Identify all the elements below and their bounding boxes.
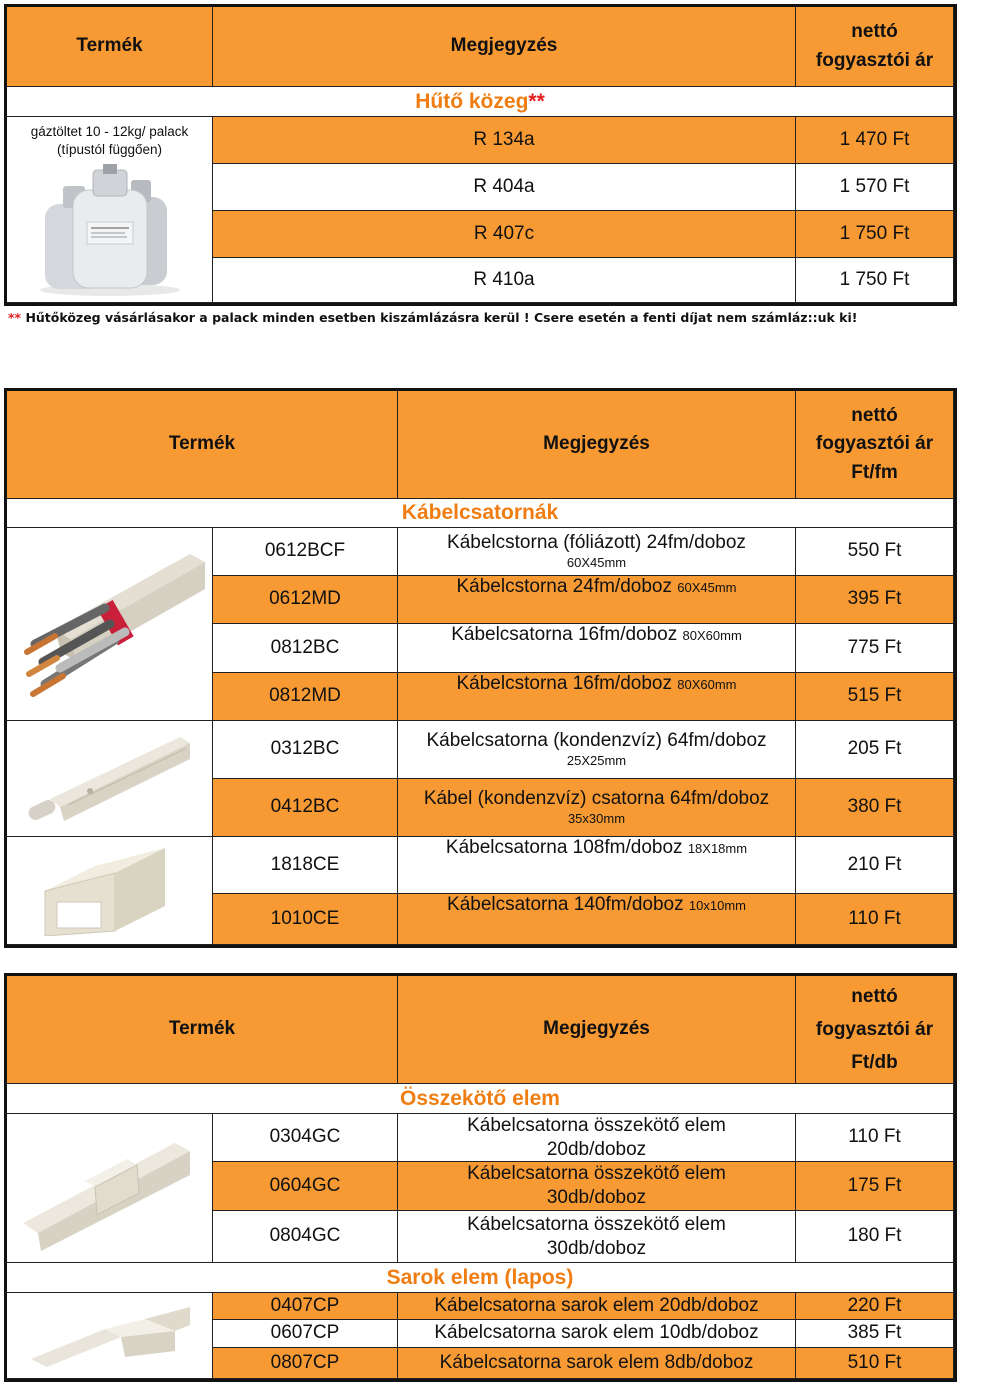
table-row-code: 0804GC — [213, 1211, 398, 1263]
header-price: nettó fogyasztói ár Ft/fm — [796, 391, 954, 499]
table-row-desc: Kábelcsatorna 16fm/doboz 80X60mm — [398, 624, 796, 673]
table-row-code: 0607CP — [213, 1320, 398, 1348]
table-row-price: 515 Ft — [796, 673, 954, 721]
table-row-price: 510 Ft — [796, 1348, 954, 1379]
table-row-code: 0412BC — [213, 779, 398, 837]
header-product: Termék — [7, 7, 213, 87]
table-row-code: 1010CE — [213, 894, 398, 945]
corner-element-image — [25, 1301, 195, 1371]
header-price: nettó fogyasztói ár Ft/db — [796, 976, 954, 1084]
footnote: ** Hűtőközeg vásárlásakor a palack minden esetben kiszámlázásra kerül ! Csere esetén a fenti díjat nem számláz::uk ki! — [8, 310, 858, 325]
table-row-code: 0812MD — [213, 673, 398, 721]
table-row-desc: Kábel (kondenzvíz) csatorna 64fm/doboz 35x30mm — [398, 779, 796, 837]
image-cell-corner — [7, 1293, 213, 1379]
table-row-name: R 404a — [213, 164, 796, 211]
table-row-price: 550 Ft — [796, 528, 954, 576]
section-refrigerant: Hűtő közeg ** — [7, 87, 954, 117]
table-row-price: 1 750 Ft — [796, 258, 954, 303]
table-row-desc: Kábelcsatorna összekötő elem 30db/doboz — [398, 1162, 796, 1211]
table-row-code: 0812BC — [213, 624, 398, 673]
table-row-price: 775 Ft — [796, 624, 954, 673]
table-row-name: R 407c — [213, 211, 796, 258]
table-row-name: R 410a — [213, 258, 796, 303]
table-row-desc: Kábelcsatorna 140fm/doboz 10x10mm — [398, 894, 796, 945]
header-note: Megjegyzés — [398, 391, 796, 499]
table-row-desc: Kábelcsatorna sarok elem 20db/doboz — [398, 1293, 796, 1320]
table-row-price: 220 Ft — [796, 1293, 954, 1320]
condensate-duct-image — [20, 729, 200, 829]
mini-duct-image — [35, 846, 185, 936]
table-row-desc: Kábelcsatorna (kondenzvíz) 64fm/doboz 25X25mm — [398, 721, 796, 779]
table-row-price: 110 Ft — [796, 894, 954, 945]
header-note: Megjegyzés — [398, 976, 796, 1084]
image-cell-duct-wide — [7, 528, 213, 721]
cable-duct-with-pipes-image — [15, 544, 205, 704]
table-row-code: 0312BC — [213, 721, 398, 779]
header-product: Termék — [7, 391, 398, 499]
table-row-desc: Kábelcsatorna összekötő elem 20db/doboz — [398, 1114, 796, 1162]
section-corner: Sarok elem (lapos) — [7, 1263, 954, 1293]
table-row-price: 385 Ft — [796, 1320, 954, 1348]
header-price: nettó fogyasztói ár — [796, 7, 954, 87]
table-row-code: 0407CP — [213, 1293, 398, 1320]
table-row-desc: Kábelcsatorna összekötő elem 30db/doboz — [398, 1211, 796, 1263]
section-connector: Összekötő elem — [7, 1084, 954, 1114]
table-row-price: 1 570 Ft — [796, 164, 954, 211]
table-row-desc: Kábelcstorna (fóliázott) 24fm/doboz 60X45mm — [398, 528, 796, 576]
table-row-desc: Kábelcsatorna 108fm/doboz 18X18mm — [398, 837, 796, 894]
table-row-code: 0304GC — [213, 1114, 398, 1162]
table-row-price: 1 750 Ft — [796, 211, 954, 258]
table-row-price: 1 470 Ft — [796, 117, 954, 164]
table-row-code: 1818CE — [213, 837, 398, 894]
table-row-desc: Kábelcstorna 24fm/doboz 60X45mm — [398, 576, 796, 624]
table-row-desc: Kábelcsatorna sarok elem 10db/doboz — [398, 1320, 796, 1348]
table-row-price: 380 Ft — [796, 779, 954, 837]
section-cable-ducts: Kábelcsatornák — [7, 499, 954, 528]
table-row-price: 175 Ft — [796, 1162, 954, 1211]
table-row-price: 210 Ft — [796, 837, 954, 894]
table-row-price: 110 Ft — [796, 1114, 954, 1162]
product-cell-gas — [7, 117, 213, 303]
header-note: Megjegyzés — [213, 7, 796, 87]
table-row-code: 0604GC — [213, 1162, 398, 1211]
table-row-price: 395 Ft — [796, 576, 954, 624]
header-product: Termék — [7, 976, 398, 1084]
table-row-desc: Kábelcstorna 16fm/doboz 80X60mm — [398, 673, 796, 721]
image-cell-connector — [7, 1114, 213, 1263]
product-label: gáztöltet 10 - 12kg/ palack (típustól függően) — [30, 124, 189, 157]
duct-connector-image — [15, 1123, 205, 1253]
table-row-code: 0612MD — [213, 576, 398, 624]
table-row-code: 0807CP — [213, 1348, 398, 1379]
table-row-desc: Kábelcsatorna sarok elem 8db/doboz — [398, 1348, 796, 1379]
table-row-price: 205 Ft — [796, 721, 954, 779]
table-row-name: R 134a — [213, 117, 796, 164]
image-cell-duct-condensate — [7, 721, 213, 837]
table-row-code: 0612BCF — [213, 528, 398, 576]
image-cell-duct-mini — [7, 837, 213, 945]
gas-cylinders-image — [35, 162, 185, 297]
table-row-price: 180 Ft — [796, 1211, 954, 1263]
